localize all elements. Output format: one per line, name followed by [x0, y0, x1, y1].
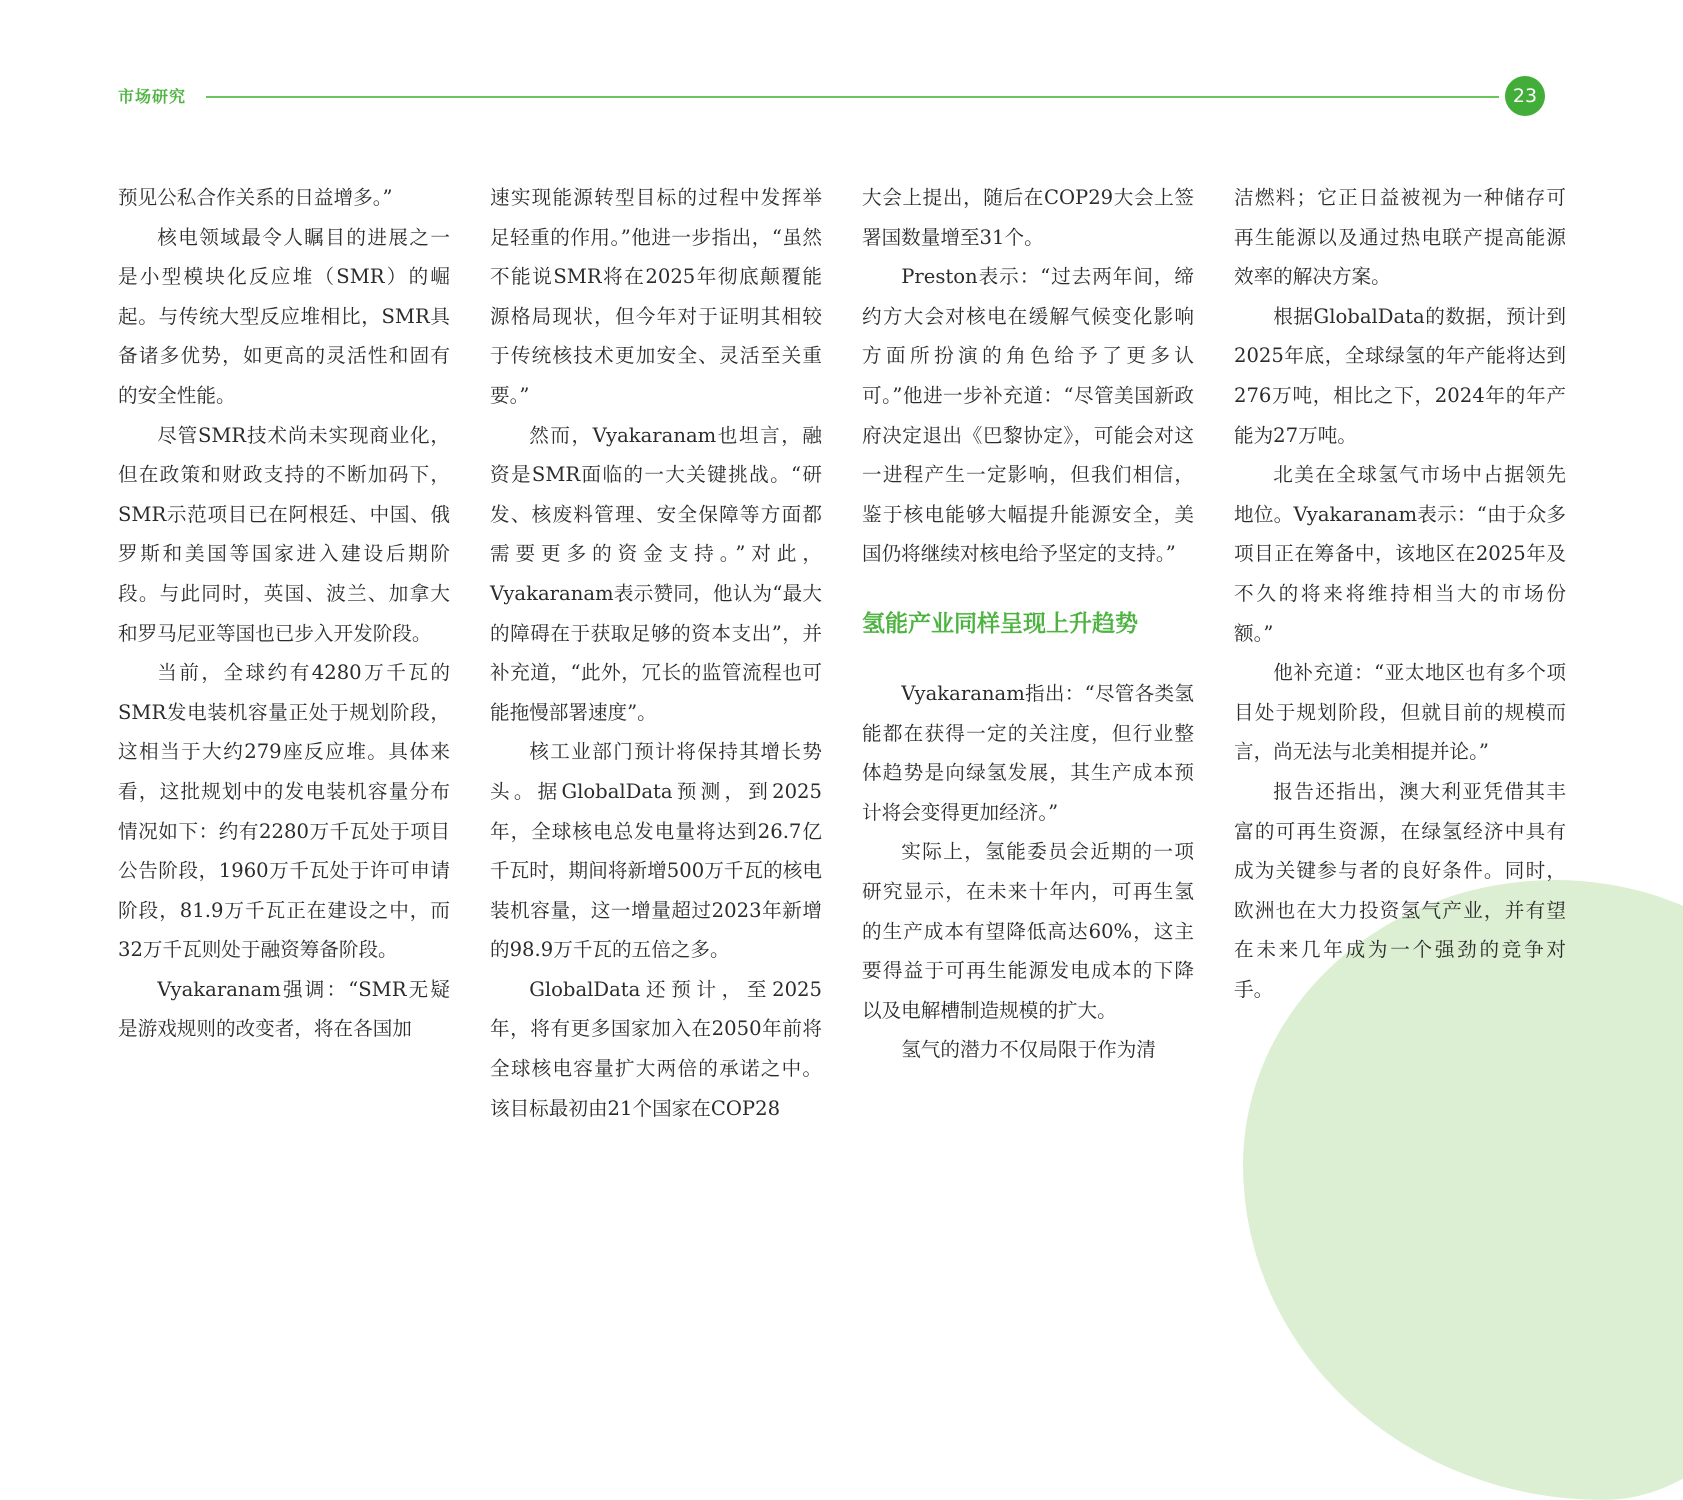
- paragraph: 当前，全球约有4280万千瓦的SMR发电装机容量正处于规划阶段，这相当于大约279座反应堆。具体来看，这批规划中的发电装机容量分布情况如下：约有2280万千瓦处于项目公告阶段，1960万千瓦处于许可申请阶段，81.9万千瓦正在建设之中，而32万千瓦则处于融资筹备阶段。: [118, 661, 450, 962]
- paragraph: 大会上提出，随后在COP29大会上签署国数量增至31个。: [862, 186, 1194, 249]
- paragraph: 预见公私合作关系的日益增多。”: [118, 186, 393, 209]
- paragraph: 根据GlobalData的数据，预计到2025年底，全球绿氢的年产能将达到276万吨，相比之下，2024年的年产能为27万吨。: [1234, 304, 1566, 447]
- paragraph: 洁燃料；它正日益被视为一种储存可再生能源以及通过热电联产提高能源效率的解决方案。: [1234, 186, 1566, 289]
- paragraph: 尽管SMR技术尚未实现商业化，但在政策和财政支持的不断加码下，SMR示范项目已在阿根廷、中国、俄罗斯和美国等国家进入建设后期阶段。与此同时，英国、波兰、加拿大和罗马尼亚等国也已步入开发阶段。: [118, 423, 450, 645]
- section-label: 市场研究: [118, 87, 187, 106]
- column-1: [118, 178, 450, 1049]
- page-number-badge: 23: [1505, 76, 1545, 116]
- paragraph: 北美在全球氢气市场中占据领先地位。Vyakaranam表示：“由于众多项目正在筹备中，该地区在2025年及不久的将来将维持相当大的市场份额。”: [1234, 463, 1566, 645]
- paragraph: Vyakaranam强调：“SMR无疑是游戏规则的改变者，将在各国加: [118, 977, 450, 1041]
- paragraph: 他补充道：“亚太地区也有多个项目处于规划阶段，但就目前的规模而言，尚无法与北美相提并论。”: [1234, 661, 1566, 764]
- section-heading: 氢能产业同样呈现上升趋势: [862, 610, 1138, 637]
- article-body: [118, 178, 1568, 1138]
- paragraph: GlobalData还预计，至2025年，将有更多国家加入在2050年前将全球核电容量扩大两倍的承诺之中。该目标最初由21个国家在COP28: [490, 977, 822, 1120]
- paragraph: Vyakaranam指出：“尽管各类氢能都在获得一定的关注度，但行业整体趋势是向绿氢发展，其生产成本预计将会变得更加经济。”: [862, 681, 1194, 824]
- column-2: [490, 178, 822, 1128]
- paragraph: 速实现能源转型目标的过程中发挥举足轻重的作用。”他进一步指出，“虽然不能说SMR将在2025年彻底颠覆能源格局现状，但今年对于证明其相较于传统核技术更加安全、灵活至关重要。”: [490, 186, 822, 407]
- paragraph: 核工业部门预计将保持其增长势头。据GlobalData预测，到2025年，全球核电总发电量将达到26.7亿千瓦时，期间将新增500万千瓦的核电装机容量，这一增量超过2023年新增的98.9万千瓦的五倍之多。: [490, 740, 822, 962]
- column-4: [1234, 178, 1566, 1009]
- paragraph: 氢气的潜力不仅局限于作为清: [901, 1038, 1156, 1062]
- header-divider: [206, 96, 1499, 98]
- paragraph: 实际上，氢能委员会近期的一项研究显示，在未来十年内，可再生氢的生产成本有望降低高达60%，这主要得益于可再生能源发电成本的下降以及电解槽制造规模的扩大。: [862, 840, 1194, 1022]
- paragraph: 然而，Vyakaranam也坦言，融资是SMR面临的一大关键挑战。“研发、核废料管理、安全保障等方面都需要更多的资金支持。”对此，Vyakaranam表示赞同，他认为“最大的障碍在于获取足够的资本支出”，并补充道，“此外，冗长的监管流程也可能拖慢部署速度”。: [490, 423, 822, 724]
- paragraph: 核电领域最令人瞩目的进展之一是小型模块化反应堆（SMR）的崛起。与传统大型反应堆相比，SMR具备诸多优势，如更高的灵活性和固有的安全性能。: [118, 225, 450, 407]
- page-header: [118, 78, 1545, 114]
- column-3: [862, 178, 1194, 1070]
- paragraph: 报告还指出，澳大利亚凭借其丰富的可再生资源，在绿氢经济中具有成为关键参与者的良好条件。同时，欧洲也在大力投资氢气产业，并有望在未来几年成为一个强劲的竞争对手。: [1234, 779, 1566, 1001]
- paragraph: Preston表示：“过去两年间，缔约方大会对核电在缓解气候变化影响方面所扮演的角色给予了更多认可。”他进一步补充道：“尽管美国新政府决定退出《巴黎协定》，可能会对这一进程产生一定影响，但我们相信，鉴于核电能够大幅提升能源安全，美国仍将继续对核电给予坚定的支持。”: [862, 265, 1194, 566]
